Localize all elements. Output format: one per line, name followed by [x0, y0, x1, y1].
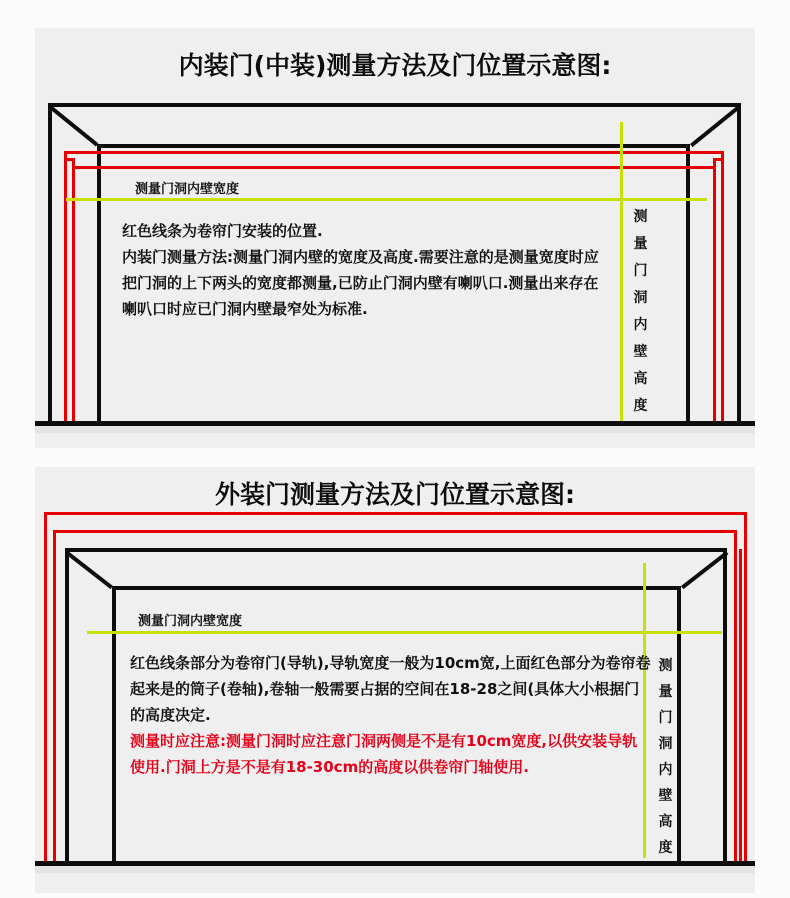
- instruction-line: 红色线条为卷帘门安装的位置.: [122, 222, 323, 240]
- instruction-text: [122, 218, 599, 322]
- guide-rail-left-outer: [64, 151, 67, 421]
- warning-line: 使用.门洞上方是不是有18-30cm的高度以供卷帘门轴使用.: [130, 758, 529, 776]
- instruction-line: 喇叭口时应已门洞内壁最窄处为标准.: [122, 300, 368, 318]
- guide-rail-right-outer: [744, 512, 747, 861]
- guide-rail-right-middle: [739, 549, 742, 861]
- guide-rail-right-cap: [713, 158, 724, 161]
- instruction-line: 把门洞的上下两头的宽度都测量,已防止门洞内壁有喇叭口.测量出来存在: [122, 274, 599, 292]
- roller-box-top-line-inner: [53, 530, 737, 533]
- guide-rail-right-outer: [721, 151, 724, 421]
- interior-door-title: 内装门(中装)测量方法及门位置示意图:: [178, 51, 612, 80]
- instruction-line: 红色线条部分为卷帘门(导轨),导轨宽度一般为10cm宽,上面红色部分为卷帘卷: [130, 654, 651, 672]
- instruction-text: [130, 650, 651, 780]
- width-measure-label: 测量门洞内壁宽度: [135, 182, 240, 197]
- guide-rail-left-outer: [44, 512, 47, 861]
- roller-box-top-line-outer: [44, 512, 747, 515]
- guide-rail-right-inner: [734, 530, 737, 861]
- exterior-door-panel: [35, 467, 755, 893]
- warning-line: 测量时应注意:测量门洞时应注意门洞两侧是不是有10cm宽度,以供安装导轨: [130, 732, 638, 750]
- exterior-door-title: 外装门测量方法及门位置示意图:: [215, 480, 575, 509]
- instruction-line: 的高度决定.: [130, 706, 211, 724]
- floor-shadow: [35, 426, 755, 433]
- interior-door-panel: [35, 28, 755, 448]
- width-measure-label: 测量门洞内壁宽度: [138, 614, 243, 629]
- height-measure-label: 测量门洞内壁高度: [633, 209, 648, 414]
- guide-rail-left-cap: [64, 158, 75, 161]
- height-measure-line: [620, 122, 623, 423]
- instruction-line: 内装门测量方法:测量门洞内壁的宽度及高度.需要注意的是测量宽度时应: [122, 248, 599, 266]
- guide-rail-left-inner: [53, 530, 56, 861]
- instruction-line: 起来是的筒子(卷轴),卷轴一般需要占据的空间在18-28之间(具体大小根据门: [130, 680, 640, 698]
- width-measure-line: [87, 631, 722, 634]
- width-measure-line: [66, 198, 707, 201]
- height-measure-label: 测量门洞内壁高度: [658, 658, 673, 856]
- guide-rail-right-inner: [713, 158, 716, 421]
- floor-shadow: [35, 866, 755, 873]
